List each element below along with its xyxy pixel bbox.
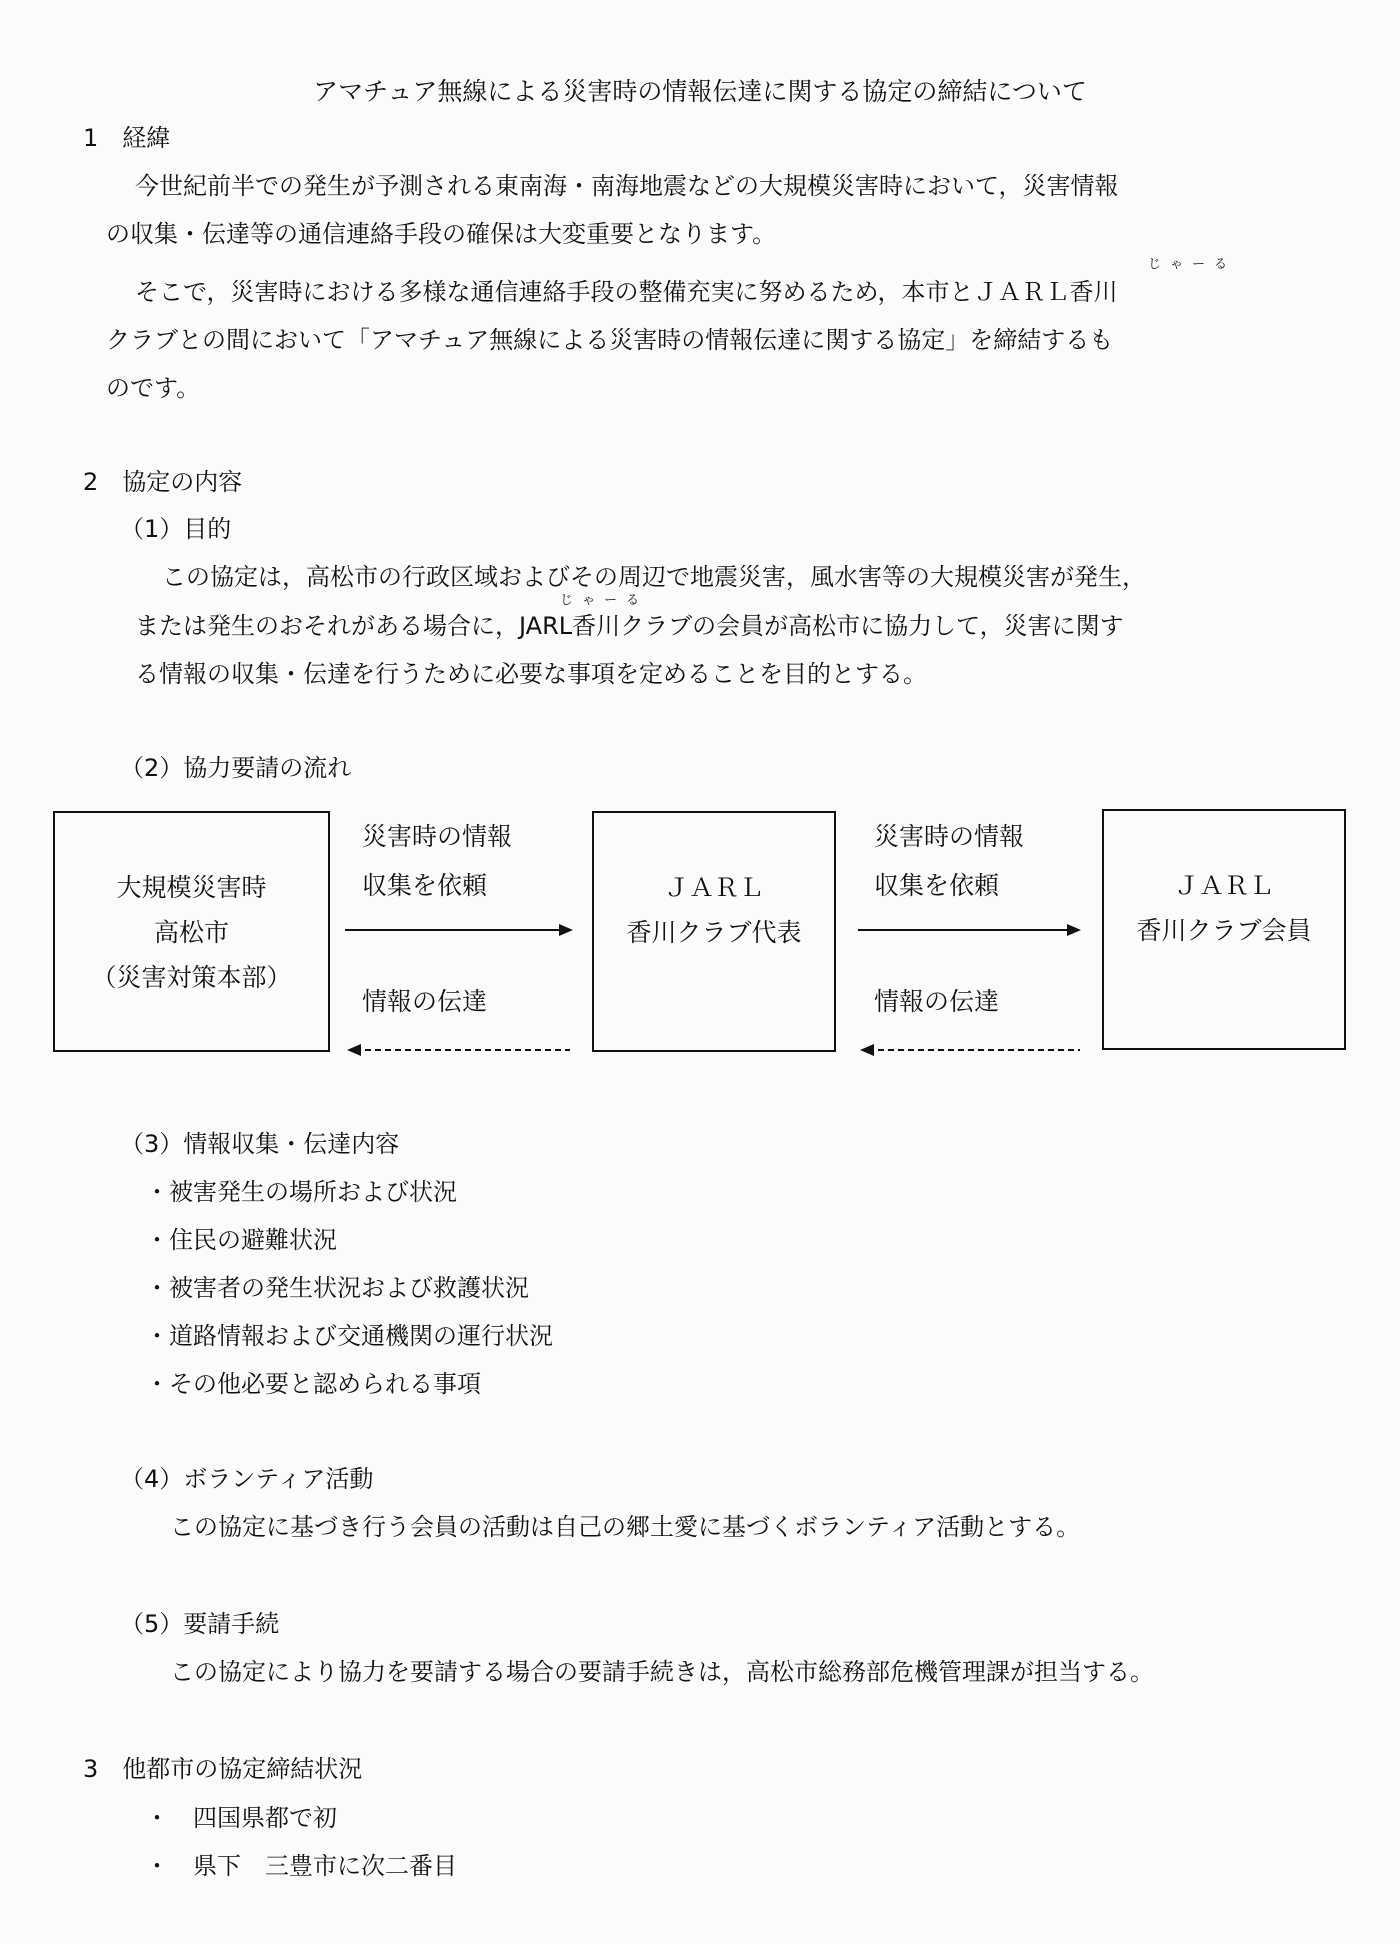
document-title: アマチュア無線による災害時の情報伝達に関する協定の締結について [313, 77, 1087, 106]
request-arrow-2 [858, 920, 1083, 940]
sub1-line2: または発生のおそれがある場合に，JARL香川クラブの会員が高松市に協力して，災害に関す [135, 612, 1124, 640]
box-jarl-representative [592, 811, 836, 1052]
jarl-ruby-2: じゃーる [560, 593, 649, 608]
section-3-heading: 3 他都市の協定締結状況 [83, 1755, 363, 1783]
request-label-1-line1: 災害時の情報 [362, 822, 513, 851]
list-item: ・被害者の発生状況および救護状況 [145, 1274, 529, 1302]
sub-5-heading: （5）要請手続 [120, 1610, 280, 1638]
box1-line2: 高松市 [153, 918, 229, 947]
list-item: ・道路情報および交通機関の運行状況 [145, 1322, 553, 1350]
sec1-p2-line3: のです。 [106, 374, 201, 402]
box1-line3: （災害対策本部） [91, 963, 292, 992]
box2-line2: 香川クラブ代表 [626, 918, 802, 947]
request-label-2-line1: 災害時の情報 [874, 822, 1025, 851]
sub5-text: この協定により協力を要請する場合の要請手続きは，高松市総務部危機管理課が担当する。 [170, 1658, 1154, 1686]
report-arrow-1 [345, 1040, 575, 1060]
section-2-heading: 2 協定の内容 [83, 468, 243, 496]
request-label-1-line2: 収集を依頼 [362, 871, 488, 900]
list-item: ・ 県下 三豊市に次二番目 [145, 1852, 457, 1880]
request-arrow-1 [345, 920, 575, 940]
report-arrow-2 [858, 1040, 1083, 1060]
box-jarl-members [1102, 809, 1346, 1050]
list-item: ・住民の避難状況 [145, 1226, 337, 1254]
sec1-p1-line2: の収集・伝達等の通信連絡手段の確保は大変重要となります。 [106, 220, 777, 248]
report-label-1: 情報の伝達 [362, 987, 488, 1016]
sec1-p2-line2: クラブとの間において「アマチュア無線による災害時の情報伝達に関する協定」を締結するも [106, 326, 1114, 354]
section-1-heading: 1 経緯 [83, 124, 171, 152]
sub1-line1: この協定は，高松市の行政区域およびその周辺で地震災害，風水害等の大規模災害が発生， [162, 563, 1146, 591]
sec1-p1-line1: 今世紀前半での発生が予測される東南海・南海地震などの大規模災害時において，災害情報 [135, 172, 1119, 200]
box3-line2: 香川クラブ会員 [1136, 916, 1312, 945]
list-item: ・被害発生の場所および状況 [145, 1178, 457, 1206]
sub1-line3: る情報の収集・伝達を行うために必要な事項を定めることを目的とする。 [135, 660, 927, 688]
box2-line1: ＪＡＲＬ [663, 873, 764, 902]
sec1-p2-line1: そこで，災害時における多様な通信連絡手段の整備充実に努めるため，本市とＪＡＲＬ香川 [135, 278, 1118, 306]
sub-1-heading: （1）目的 [120, 515, 232, 543]
jarl-ruby: じゃーる [1148, 257, 1237, 272]
list-item: ・その他必要と認められる事項 [145, 1370, 481, 1398]
list-item: ・ 四国県都で初 [145, 1804, 337, 1832]
box1-line1: 大規模災害時 [116, 873, 267, 902]
sub-4-heading: （4）ボランティア活動 [120, 1465, 374, 1493]
sub4-text: この協定に基づき行う会員の活動は自己の郷土愛に基づくボランティア活動とする。 [170, 1513, 1081, 1541]
box-takamatsu-city [53, 811, 330, 1052]
sub-2-heading: （2）協力要請の流れ [120, 754, 352, 782]
request-label-2-line2: 収集を依頼 [874, 871, 1000, 900]
sub-3-heading: （3）情報収集・伝達内容 [120, 1130, 400, 1158]
report-label-2: 情報の伝達 [874, 987, 1000, 1016]
box3-line1: ＪＡＲＬ [1173, 871, 1274, 900]
